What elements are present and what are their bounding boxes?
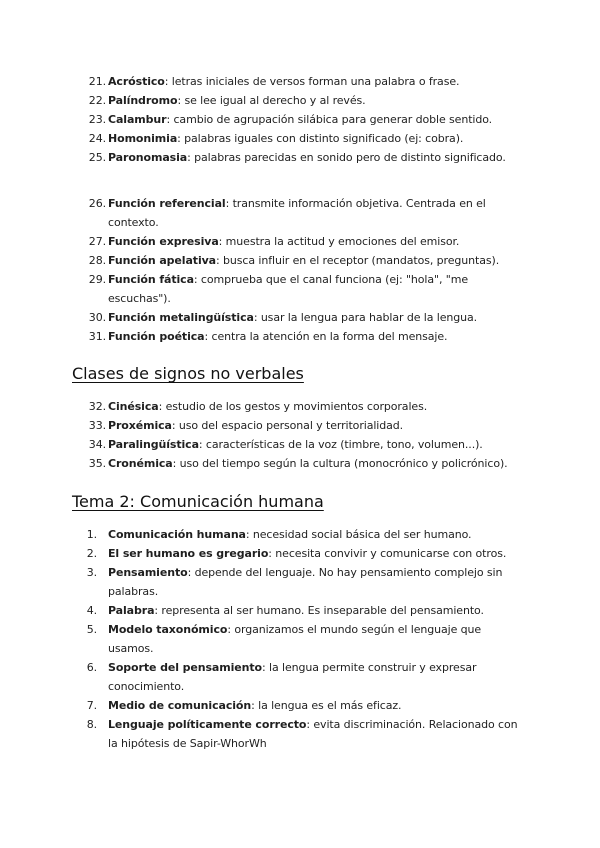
item-number: 23. xyxy=(88,113,106,126)
item-desc: : representa al ser humano. Es inseparable del pensamiento. xyxy=(154,604,484,617)
item-number: 2. xyxy=(86,547,97,560)
list-item xyxy=(72,658,528,696)
list-item xyxy=(72,544,528,563)
item-desc: : organizamos el mundo según el lenguaje que usamos. xyxy=(108,623,482,655)
item-term: Cinésica xyxy=(108,400,159,413)
list-item xyxy=(72,91,528,110)
item-desc: : centra la atención en la forma del mensaje. xyxy=(204,330,448,343)
item-term: Medio de comunicación xyxy=(108,699,252,712)
tema2-list xyxy=(72,525,528,753)
section-heading-tema: Tema 2: Comunicación humana xyxy=(72,492,324,511)
item-desc: : estudio de los gestos y movimientos corporales. xyxy=(158,400,428,413)
item-number: 34. xyxy=(88,438,106,451)
list-item xyxy=(72,110,528,129)
item-number: 22. xyxy=(88,94,106,107)
functions-list xyxy=(72,194,528,346)
item-desc: : muestra la actitud y emociones del emisor. xyxy=(218,235,460,248)
item-term: Modelo taxonómico xyxy=(108,623,228,636)
item-term: Comunicación humana xyxy=(108,528,246,541)
item-desc: : se lee igual al derecho y al revés. xyxy=(177,94,366,107)
item-number: 7. xyxy=(86,699,97,712)
item-desc: : la lengua permite construir y expresar conocimiento. xyxy=(108,661,477,693)
item-number: 21. xyxy=(88,75,106,88)
list-item xyxy=(72,251,528,270)
list-item xyxy=(72,327,528,346)
item-term: Paronomasia xyxy=(108,151,188,164)
item-number: 28. xyxy=(88,254,106,267)
item-desc: : cambio de agrupación silábica para generar doble sentido. xyxy=(166,113,493,126)
list-item xyxy=(72,129,528,148)
item-number: 6. xyxy=(86,661,97,674)
list-item xyxy=(72,715,528,753)
section-heading-signos: Clases de signos no verbales xyxy=(72,364,304,383)
item-term: Función referencial xyxy=(108,197,226,210)
item-desc: : palabras iguales con distinto significado (ej: cobra). xyxy=(177,132,464,145)
item-number: 29. xyxy=(88,273,106,286)
list-item xyxy=(72,454,528,473)
item-desc: : transmite información objetiva. Centrada en el contexto. xyxy=(108,197,486,229)
item-term: Pensamiento xyxy=(108,566,188,579)
item-number: 26. xyxy=(88,197,106,210)
item-number: 3. xyxy=(86,566,97,579)
item-number: 5. xyxy=(86,623,97,636)
item-desc: : comprueba que el canal funciona (ej: "hola", "me escuchas"). xyxy=(108,273,469,305)
list-item xyxy=(72,232,528,251)
list-item xyxy=(72,620,528,658)
item-desc: : necesita convivir y comunicarse con otros. xyxy=(268,547,507,560)
list-item xyxy=(72,397,528,416)
item-number: 4. xyxy=(86,604,97,617)
item-number: 32. xyxy=(88,400,106,413)
item-desc: : letras iniciales de versos forman una palabra o frase. xyxy=(164,75,460,88)
list-item xyxy=(72,525,528,544)
item-term: Soporte del pensamiento xyxy=(108,661,262,674)
list-item xyxy=(72,72,528,91)
list-item xyxy=(72,308,528,327)
list-item xyxy=(72,416,528,435)
item-desc: : palabras parecidas en sonido pero de distinto significado. xyxy=(187,151,506,164)
item-number: 25. xyxy=(88,151,106,164)
item-term: El ser humano es gregario xyxy=(108,547,269,560)
item-term: Homonimia xyxy=(108,132,178,145)
item-term: Función apelativa xyxy=(108,254,217,267)
list-item xyxy=(72,194,528,232)
item-number: 31. xyxy=(88,330,106,343)
item-number: 1. xyxy=(86,528,97,541)
list-item xyxy=(72,435,528,454)
item-desc: : evita discriminación. Relacionado con la hipótesis de Sapir-WhorWh xyxy=(108,718,518,750)
figures-list xyxy=(72,72,528,167)
item-number: 27. xyxy=(88,235,106,248)
list-item xyxy=(72,563,528,601)
item-term: Acróstico xyxy=(108,75,165,88)
item-desc: : busca influir en el receptor (mandatos, preguntas). xyxy=(216,254,500,267)
item-term: Palabra xyxy=(108,604,155,617)
item-term: Función poética xyxy=(108,330,205,343)
item-desc: : usar la lengua para hablar de la lengua. xyxy=(253,311,478,324)
list-item xyxy=(72,270,528,308)
item-desc: : la lengua es el más eficaz. xyxy=(251,699,402,712)
item-number: 24. xyxy=(88,132,106,145)
item-desc: : uso del tiempo según la cultura (monocrónico y policrónico). xyxy=(172,457,508,470)
item-term: Cronémica xyxy=(108,457,173,470)
item-number: 33. xyxy=(88,419,106,432)
item-term: Paralingüística xyxy=(108,438,199,451)
item-desc: : necesidad social básica del ser humano. xyxy=(245,528,472,541)
item-desc: : uso del espacio personal y territorialidad. xyxy=(171,419,404,432)
nonverbal-signs-list xyxy=(72,397,528,473)
item-number: 8. xyxy=(86,718,97,731)
list-item xyxy=(72,696,528,715)
item-number: 35. xyxy=(88,457,106,470)
item-desc: : depende del lenguaje. No hay pensamiento complejo sin palabras. xyxy=(108,566,503,598)
list-item xyxy=(72,148,528,167)
item-term: Lenguaje políticamente correcto xyxy=(108,718,307,731)
item-term: Función expresiva xyxy=(108,235,219,248)
item-term: Proxémica xyxy=(108,419,172,432)
item-term: Palíndromo xyxy=(108,94,178,107)
item-term: Función metalingüística xyxy=(108,311,254,324)
list-item xyxy=(72,601,528,620)
item-term: Función fática xyxy=(108,273,194,286)
item-desc: : características de la voz (timbre, tono, volumen...). xyxy=(198,438,483,451)
item-number: 30. xyxy=(88,311,106,324)
item-term: Calambur xyxy=(108,113,167,126)
